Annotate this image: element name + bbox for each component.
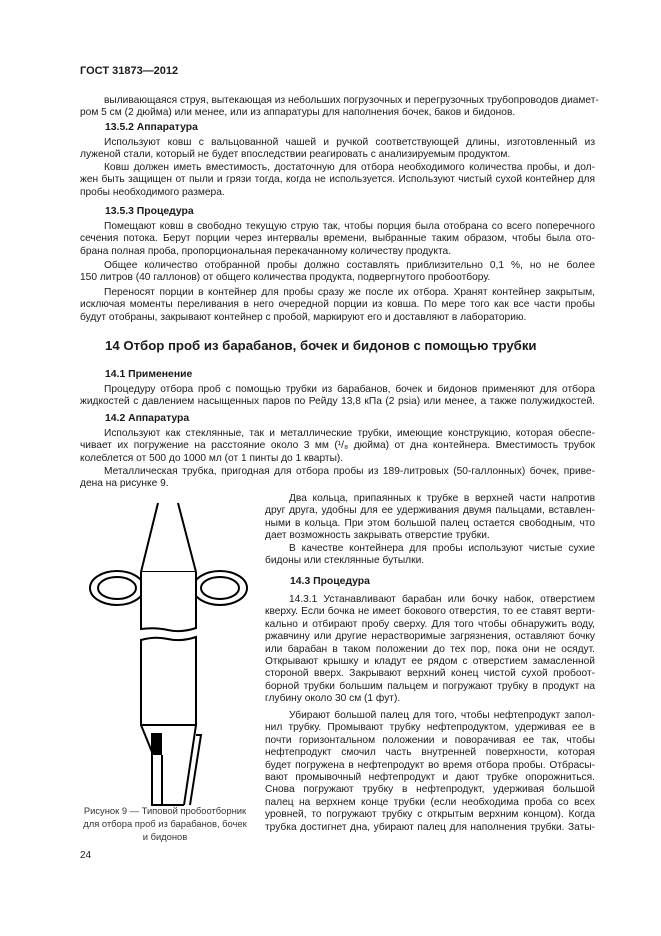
text-line: пробы необходимого размера. bbox=[80, 186, 225, 198]
text-line: ром 5 см (2 дюйма) или менее, или из аппаратуры для наполнения бочек, баков и бидонов. bbox=[80, 107, 516, 119]
tube-bottom bbox=[141, 725, 201, 805]
text-line: выливающаяся струя, вытекающая из небольших погрузочных и перегрузочных трубопроводов диамет- bbox=[104, 95, 599, 106]
text-line: кверху. Если бочка не имеет бокового отверстия, то ее ставят верти- bbox=[265, 606, 595, 618]
text-line: чивает их погружение на расстояние около 3 мм (¹/₈ дюйма) от дна контейнера. Вместимость трубок bbox=[80, 440, 595, 452]
text-line: стороной вверх. Закрывают верхний конец чистой сухой пробоот- bbox=[265, 668, 595, 680]
heading-14-3: 14.3 Процедура bbox=[290, 576, 370, 587]
caption-line: для отбора проб из барабанов, бочек bbox=[83, 817, 247, 829]
text-line: Процедуру отбора проб с помощью трубки из барабанов, бочек и бидонов применяют для отбора bbox=[104, 384, 595, 395]
text-line: кально и отбирают пробу сверху. Для того чтобы обнаружить воду, bbox=[265, 618, 595, 630]
text-line: Ковш должен иметь вместимость, достаточную для отбора необходимого количества пробы, и дол- bbox=[104, 162, 595, 173]
text-line: дает возможность закрывать отверстие трубки. bbox=[265, 530, 490, 542]
text-line: Помещают ковш в свободно текущую струю так, чтобы порция была отобрана со всего поперечного bbox=[104, 221, 595, 232]
heading-13-5-2: 13.5.2 Аппаратура bbox=[105, 122, 198, 133]
page-number: 24 bbox=[80, 850, 92, 861]
caption-line: и бидонов bbox=[142, 830, 188, 842]
text-line: палец на верхнем конце трубки (если необходима проба со всех bbox=[265, 796, 595, 808]
text-line: ными в кольца. При этом большой палец остается свободным, что bbox=[265, 517, 595, 529]
text-line: Убирают большой палец для того, чтобы нефтепродукт запол- bbox=[289, 710, 595, 721]
text-line: дена на рисунке 9. bbox=[80, 478, 169, 490]
caption-line: Рисунок 9 — Типовой пробоотборник bbox=[83, 805, 247, 816]
text-line: друг друга, удобны для ее удерживания двумя пальцами, вставлен- bbox=[265, 505, 595, 517]
text-line: 150 литров (40 галлонов) от общего количества продукта, подвергнутого пробоотбору. bbox=[80, 272, 491, 284]
text-line: будет погружена в нефтепродукт во время отбора пробы. Отбрасы- bbox=[265, 759, 595, 771]
text-line: уровней, то погружают трубку с открытым верхним концом). Когда bbox=[265, 809, 595, 821]
text-line: глубину около 30 см (1 фут). bbox=[265, 693, 401, 705]
text-line: трубка достигнет дна, убирают палец для наполнения трубки. Заты- bbox=[265, 821, 595, 833]
text-line: Используют как стеклянные, так и металлические трубки, имеющие конструкцию, которая обеспе- bbox=[104, 428, 595, 439]
text-line: жидкостей с давлением насыщенных паров по Рейду 13,8 кПа (2 psia) или менее, а также полужидкостей. bbox=[80, 396, 595, 408]
finger-ring-left bbox=[90, 571, 144, 605]
text-line: Открывают крышку и кладут ее рядом с отверстием замасленной bbox=[265, 656, 595, 668]
finger-ring-right bbox=[193, 571, 247, 605]
text-line: Переносят порции в контейнер для пробы сразу же после их отбора. Хранят контейнер закрытым, bbox=[104, 287, 595, 298]
text-line: В качестве контейнера для пробы используют чистые сухие bbox=[289, 543, 595, 554]
text-line: колеблется от 500 до 1000 мл (от 1 пинты до 1 кварты). bbox=[80, 452, 344, 464]
text-line: бидоны или стеклянные бутылки. bbox=[265, 555, 425, 567]
text-line: луженой стали, который не будет впоследствии реагировать с анализируемым продуктом. bbox=[80, 149, 511, 161]
text-line: Снова погружают трубку в нефтепродукт, удерживая большой bbox=[265, 784, 595, 796]
text-line: почти горизонтальном положении и поворачивая ее так, чтобы bbox=[265, 734, 595, 746]
section-14-title: 14 Отбор проб из барабанов, бочек и бидонов с помощью трубки bbox=[105, 338, 537, 353]
text-line: исключая моменты переливания в него очередной порции из ковша. По мере того как все части пробы bbox=[80, 299, 595, 311]
text-line: Используют ковш с вальцованной чашей и ручкой соответствующей длины, изготовленный из bbox=[104, 137, 595, 148]
heading-14-2: 14.2 Аппаратура bbox=[105, 413, 190, 424]
text-line: нефтепродукт смочил часть внутренней поверхности, которая bbox=[265, 747, 595, 759]
text-line: нил трубку. Промывают трубку нефтепродуктом, удерживая ее в bbox=[265, 722, 595, 734]
figure-caption bbox=[72, 805, 258, 843]
text-line: сечения потока. Берут порции через интервалы времени, выбранные таким образом, чтобы была ото- bbox=[80, 233, 595, 245]
text-line: или барабан в таком положении до тех пор, пока они не осядут. bbox=[265, 643, 595, 655]
text-line: вают промывочный нефтепродукт и дают трубке опорожниться. bbox=[265, 772, 595, 784]
document-header: ГОСТ 31873—2012 bbox=[80, 65, 179, 77]
text-line: будут отобраны, закрывают контейнер с пробой, маркируют его и доставляют в лабораторию. bbox=[80, 311, 527, 323]
text-line: жен быть защищен от пыли и грязи тогда, когда не используется. Используют чистый сухой контейнер для bbox=[80, 174, 595, 186]
text-line: борной трубки большим пальцем и погружают трубку в продукт на bbox=[265, 680, 595, 692]
text-line: ржавчину или другие нерастворимые загрязнения, оставляют бочку bbox=[265, 631, 595, 643]
text-line: брана полная проба, пропорциональная перекачанному количеству продукта. bbox=[80, 245, 452, 257]
text-line: 14.3.1 Устанавливают барабан или бочку набок, отверстием bbox=[289, 594, 595, 605]
text-line: Два кольца, припаянных к трубке в верхней части напротив bbox=[289, 493, 595, 504]
heading-13-5-3: 13.5.3 Процедура bbox=[105, 206, 194, 217]
tube-body bbox=[141, 572, 196, 725]
heading-14-1: 14.1 Применение bbox=[105, 369, 193, 380]
text-line: Общее количество отобранной пробы должно составлять приблизительно 0,1 %, но не более bbox=[104, 260, 595, 271]
text-line: Металлическая трубка, пригодная для отбора пробы из 189-литровых (50-галлонных) бочек, приве- bbox=[104, 466, 595, 477]
tube-tip bbox=[141, 503, 196, 572]
